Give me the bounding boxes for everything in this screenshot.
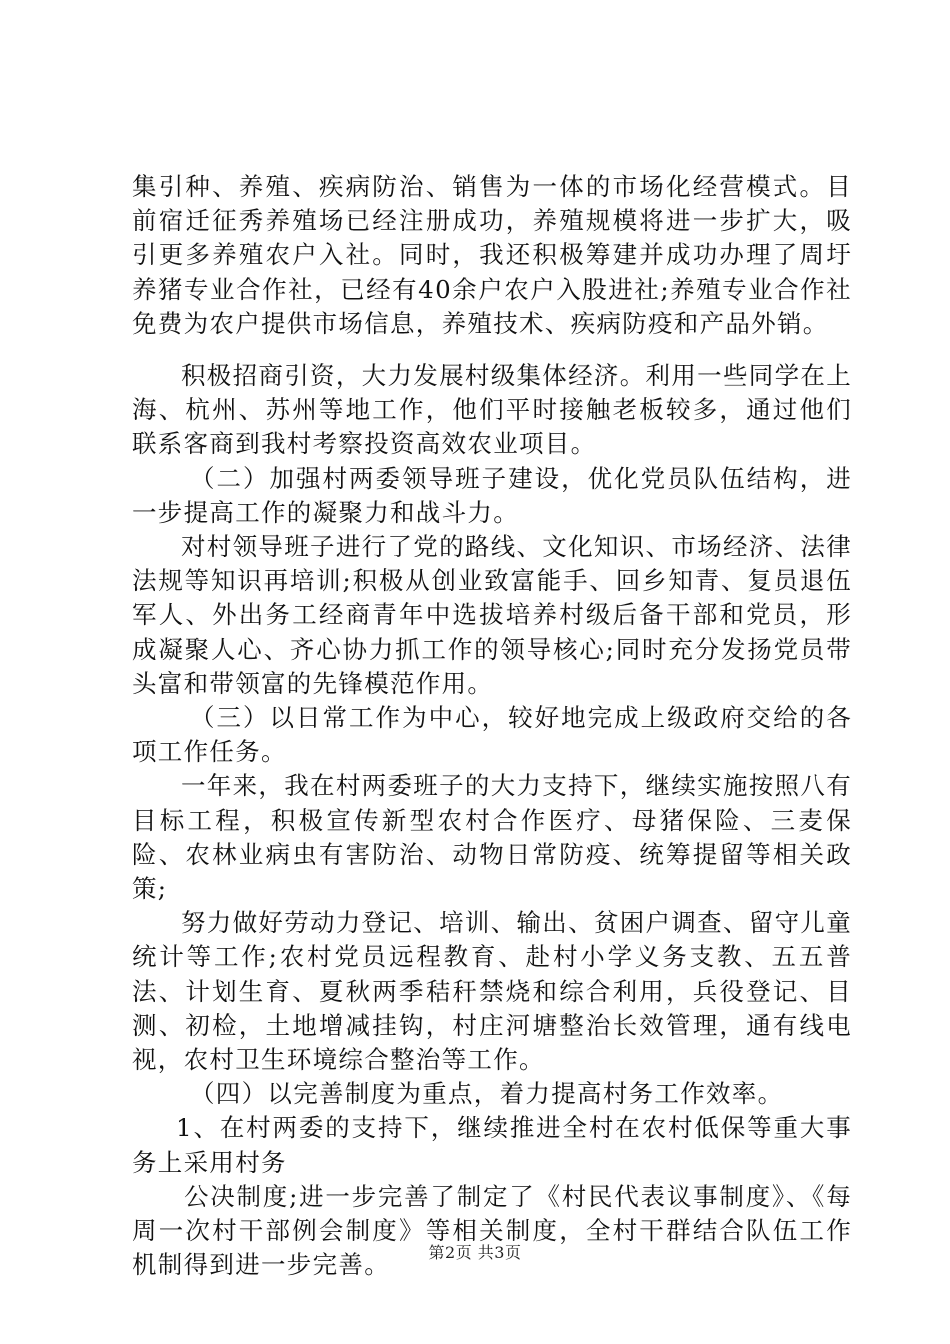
section-heading-four: （四）以完善制度为重点，着力提高村务工作效率。 <box>190 1079 784 1109</box>
paragraph-item-one: 1、在村两委的支持下，继续推进全村在农村低保等重大事务上采用村务 <box>132 1113 852 1177</box>
paragraph-breeding-model: 集引种、养殖、疾病防治、销售为一体的市场化经营模式。目前宿迁征秀养殖场已经注册成功，养殖规模将进一步扩大，吸引更多养殖农户入社。同时，我还积极筹建并成功办理了周圩养猪专业合作社，已经有40余户农户入股进社;养殖专业合作社免费为农户提供市场信息，养殖技术、疾病防疫和产品外销。 <box>132 172 852 338</box>
paragraph-policy-promotion: 一年来，我在村两委班子的大力支持下，继续实施按照八有目标工程，积极宣传新型农村合作医疗、母猪保险、三麦保险、农林业病虫有害防治、动物日常防疫、统筹提留等相关政策; <box>132 771 852 904</box>
page-number-footer: 第2页 共3页 <box>428 1243 522 1262</box>
paragraph-daily-work: 努力做好劳动力登记、培训、输出、贫困户调查、留守儿童统计等工作;农村党员远程教育、赴村小学义务支教、五五普法、计划生育、夏秋两季秸秆禁烧和综合利用，兵役登记、目测、初检，土地增减挂钩，村庄河塘整治长效管理，通有线电视，农村卫生环境综合整治等工作。 <box>132 908 852 1075</box>
paragraph-item-one-continued: 公决制度;进一步完善了制定了《村民代表议事制度》、《每周一次村干部例会制度》等相关制度，全村干群结合队伍工作机制得到进一步完善。 <box>132 1181 852 1280</box>
section-heading-three: （三）以日常工作为中心，较好地完成上级政府交给的各项工作任务。 <box>132 703 852 767</box>
section-heading-two: （二）加强村两委领导班子建设，优化党员队伍结构，进一步提高工作的凝聚力和战斗力。 <box>132 463 852 527</box>
paragraph-leadership-training: 对村领导班子进行了党的路线、文化知识、市场经济、法律法规等知识再培训;积极从创业致富能手、回乡知青、复员退伍军人、外出务工经商青年中选拔培养村级后备干部和党员，形成凝聚人心、齐心协力抓工作的领导核心;同时充分发扬党员带头富和带领富的先锋模范作用。 <box>132 532 852 698</box>
document-body <box>132 170 852 1283</box>
paragraph-investment: 积极招商引资，大力发展村级集体经济。利用一些同学在上海、杭州、苏州等地工作，他们平时接触老板较多，通过他们联系客商到我村考察投资高效农业项目。 <box>132 361 852 459</box>
